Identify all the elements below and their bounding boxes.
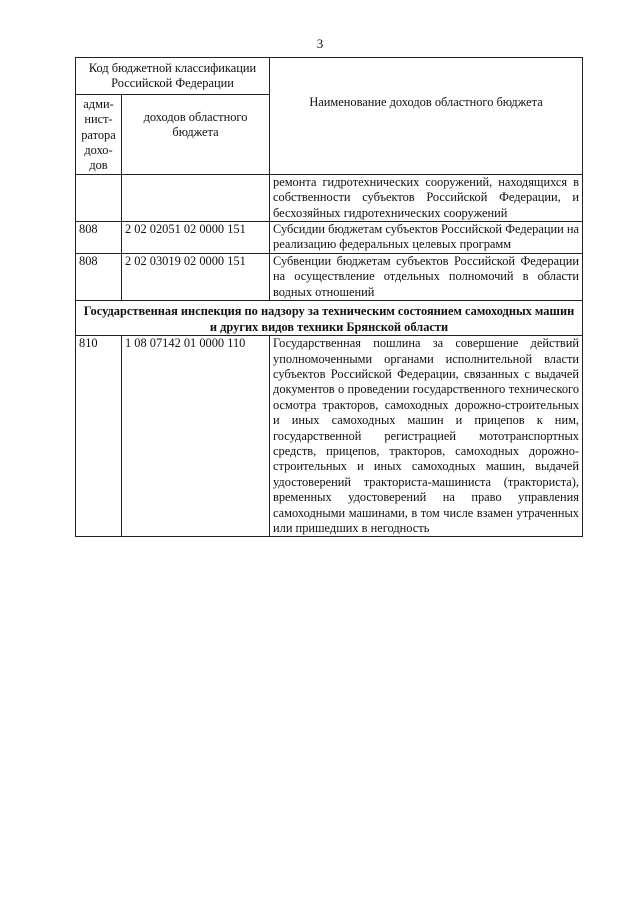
table-row [76,222,583,254]
page-number: 3 [316,36,324,51]
admin-header: адми-нист-ратора дохо-дов [76,94,122,174]
income-code-cell: 2 02 02051 02 0000 151 [122,222,270,254]
table-row [76,253,583,300]
table-row [76,174,583,221]
admin-code-cell: 810 [76,336,122,537]
income-header: доходов областного бюджета [122,94,270,174]
description-cell: Государственная пошлина за совершение действий уполномоченными органами исполнительной власти субъектов Российской Федерации, связанных с выдачей документов о проведении государственного технического осмотра тракторов, самоходных дорожно-строительных и иных самоходных машин и прицепов к ним, государственной регистрацией мототранспортных средств, прицепов, тракторов, самоходных дорожно-строительных и иных самоходных машин, выдачей удостоверений тракториста-машиниста (тракториста), временных удостоверений на право управления самоходными машинами, в том числе взамен утраченных или пришедших в негодность [270,336,583,537]
section-row [76,301,583,336]
description-cell: ремонта гидротехнических сооружений, находящихся в собственности субъектов Российской Федерации, и бесхозяйных гидротехнических сооружений [270,174,583,221]
description-cell: Субсидии бюджетам субъектов Российской Федерации на реализацию федеральных целевых программ [270,222,583,254]
name-header: Наименование доходов областного бюджета [270,58,583,175]
kbk-header: Код бюджетной классификации Российской Федерации [76,58,270,95]
table-row [76,336,583,537]
admin-code-cell: 808 [76,253,122,300]
description-cell: Субвенции бюджетам субъектов Российской Федерации на осуществление отдельных полномочий в области водных отношений [270,253,583,300]
income-code-cell: 1 08 07142 01 0000 110 [122,336,270,537]
admin-code-cell: 808 [76,222,122,254]
admin-code-cell [76,174,122,221]
income-code-cell: 2 02 03019 02 0000 151 [122,253,270,300]
income-code-cell [122,174,270,221]
section-title: Государственная инспекция по надзору за техническим состоянием самоходных машин и других видов техники Брянской области [76,301,583,336]
table-header-row [76,58,583,95]
budget-classification-table [75,57,583,537]
